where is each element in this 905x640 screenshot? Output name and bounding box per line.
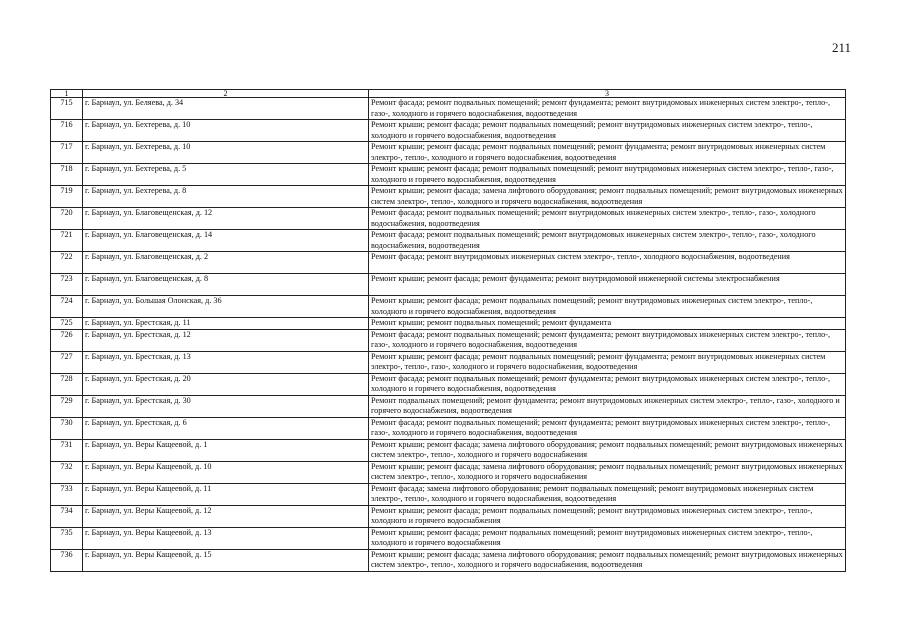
row-number: 724 xyxy=(51,296,83,318)
row-number: 716 xyxy=(51,120,83,142)
row-address: г. Барнаул, ул. Благовещенская, д. 2 xyxy=(83,252,369,274)
table-row xyxy=(51,439,846,461)
row-works: Ремонт крыши; ремонт фасада; замена лифтового оборудования; ремонт подвальных помещений; ремонт внутридомовых инженерных систем электро-, тепло-, холодного и горячего водоснабжения xyxy=(369,439,846,461)
row-number: 717 xyxy=(51,142,83,164)
row-works: Ремонт крыши; ремонт фасада; замена лифтового оборудования; ремонт подвальных помещений; ремонт внутридомовых инженерных систем электро-, тепло-, холодного и горячего водоснабжения xyxy=(369,461,846,483)
row-works: Ремонт крыши; ремонт фасада; ремонт фундамента; ремонт внутридомовой инженерной системы электроснабжения xyxy=(369,274,846,296)
row-number: 720 xyxy=(51,208,83,230)
row-number: 733 xyxy=(51,483,83,505)
table-row xyxy=(51,230,846,252)
table-row xyxy=(51,120,846,142)
header-col-1: 1 xyxy=(51,90,83,98)
row-address: г. Барнаул, ул. Веры Кащеевой, д. 13 xyxy=(83,527,369,549)
row-number: 725 xyxy=(51,318,83,330)
row-address: г. Барнаул, ул. Бехтерева, д. 8 xyxy=(83,186,369,208)
row-number: 726 xyxy=(51,329,83,351)
row-works: Ремонт крыши; ремонт подвальных помещений; ремонт фундамента xyxy=(369,318,846,330)
row-number: 731 xyxy=(51,439,83,461)
table-row xyxy=(51,318,846,330)
row-works: Ремонт крыши; ремонт фасада; замена лифтового оборудования; ремонт подвальных помещений; ремонт внутридомовых инженерных систем электро-, тепло-, холодного и горячего водоснабжения, водоотведения xyxy=(369,186,846,208)
row-works: Ремонт фасада; ремонт внутридомовых инженерных систем электро-, тепло-, холодного водоснабжения, водоотведения xyxy=(369,252,846,274)
row-address: г. Барнаул, ул. Благовещенская, д. 12 xyxy=(83,208,369,230)
row-number: 729 xyxy=(51,395,83,417)
table-row xyxy=(51,208,846,230)
row-number: 721 xyxy=(51,230,83,252)
row-works: Ремонт фасада; ремонт подвальных помещений; ремонт внутридомовых инженерных систем электро-, тепло-, газо-, холодного водоснабжения, водоотведения xyxy=(369,230,846,252)
row-address: г. Барнаул, ул. Большая Олонская, д. 36 xyxy=(83,296,369,318)
row-works: Ремонт крыши; ремонт фасада; ремонт подвальных помещений; ремонт внутридомовых инженерных систем электро-, тепло-, холодного и горячего водоснабжения xyxy=(369,505,846,527)
table-row xyxy=(51,98,846,120)
table-row xyxy=(51,549,846,571)
row-address: г. Барнаул, ул. Брестская, д. 20 xyxy=(83,373,369,395)
table-row xyxy=(51,274,846,296)
row-address: г. Барнаул, ул. Брестская, д. 6 xyxy=(83,417,369,439)
row-works: Ремонт крыши; ремонт фасада; ремонт подвальных помещений; ремонт внутридомовых инженерных систем электро-, тепло-, холодного и горячего водоснабжения, водоотведения xyxy=(369,120,846,142)
row-number: 734 xyxy=(51,505,83,527)
row-address: г. Барнаул, ул. Бехтерева, д. 5 xyxy=(83,164,369,186)
table-body xyxy=(51,98,846,572)
row-works: Ремонт фасада; ремонт подвальных помещений; ремонт фундамента; ремонт внутридомовых инженерных систем электро-, тепло-, газо-, холодного и горячего водоснабжения, водоотведения xyxy=(369,417,846,439)
row-works: Ремонт фасада; ремонт подвальных помещений; ремонт фундамента; ремонт внутридомовых инженерных систем электро-, тепло-, газо-, холодного и горячего водоснабжения, водоотведения xyxy=(369,329,846,351)
row-number: 722 xyxy=(51,252,83,274)
row-address: г. Барнаул, ул. Благовещенская, д. 8 xyxy=(83,274,369,296)
row-address: г. Барнаул, ул. Беляева, д. 34 xyxy=(83,98,369,120)
header-col-3: 3 xyxy=(369,90,846,98)
row-works: Ремонт крыши; ремонт фасада; замена лифтового оборудования; ремонт подвальных помещений; ремонт внутридомовых инженерных систем электро-, тепло-, холодного и горячего водоснабжения, водоотведения xyxy=(369,549,846,571)
row-number: 730 xyxy=(51,417,83,439)
row-works: Ремонт крыши; ремонт фасада; ремонт подвальных помещений; ремонт внутридомовых инженерных систем электро-, тепло-, газо-, холодного и горячего водоснабжения, водоотведения xyxy=(369,164,846,186)
row-works: Ремонт подвальных помещений; ремонт фундамента; ремонт внутридомовых инженерных систем электро-, тепло-, газо-, холодного и горячего водоснабжения, водоотведения xyxy=(369,395,846,417)
row-works: Ремонт крыши; ремонт фасада; ремонт подвальных помещений; ремонт фундамента; ремонт внутридомовых инженерных систем электро-, тепло-, холодного и горячего водоснабжения, водоотведения xyxy=(369,142,846,164)
row-number: 732 xyxy=(51,461,83,483)
table-row xyxy=(51,351,846,373)
row-address: г. Барнаул, ул. Веры Кащеевой, д. 15 xyxy=(83,549,369,571)
row-works: Ремонт фасада; замена лифтового оборудования; ремонт подвальных помещений; ремонт внутридомовых инженерных систем электро-, тепло-, холодного и горячего водоснабжения, водоотведения xyxy=(369,483,846,505)
row-number: 715 xyxy=(51,98,83,120)
row-works: Ремонт крыши; ремонт фасада; ремонт подвальных помещений; ремонт внутридомовых инженерных систем электро-, тепло-, холодного и горячего водоснабжения, водоотведения xyxy=(369,296,846,318)
row-number: 728 xyxy=(51,373,83,395)
row-works: Ремонт крыши; ремонт фасада; ремонт подвальных помещений; ремонт внутридомовых инженерных систем электро-, тепло-, холодного и горячего водоснабжения xyxy=(369,527,846,549)
page-number: 211 xyxy=(832,40,852,55)
table-row xyxy=(51,142,846,164)
row-works: Ремонт фасада; ремонт подвальных помещений; ремонт внутридомовых инженерных систем электро-, тепло-, газо-, холодного водоснабжения, водоотведения xyxy=(369,208,846,230)
table-header xyxy=(51,90,846,98)
header-row xyxy=(51,90,846,98)
row-address: г. Барнаул, ул. Брестская, д. 11 xyxy=(83,318,369,330)
registry-table xyxy=(50,89,846,572)
row-address: г. Барнаул, ул. Брестская, д. 12 xyxy=(83,329,369,351)
row-address: г. Барнаул, ул. Веры Кащеевой, д. 1 xyxy=(83,439,369,461)
row-address: г. Барнаул, ул. Веры Кащеевой, д. 12 xyxy=(83,505,369,527)
row-number: 718 xyxy=(51,164,83,186)
table-row xyxy=(51,505,846,527)
row-address: г. Барнаул, ул. Бехтерева, д. 10 xyxy=(83,120,369,142)
table-row xyxy=(51,417,846,439)
row-address: г. Барнаул, ул. Брестская, д. 30 xyxy=(83,395,369,417)
row-number: 723 xyxy=(51,274,83,296)
row-number: 719 xyxy=(51,186,83,208)
row-address: г. Барнаул, ул. Бехтерева, д. 10 xyxy=(83,142,369,164)
header-col-2: 2 xyxy=(83,90,369,98)
row-address: г. Барнаул, ул. Брестская, д. 13 xyxy=(83,351,369,373)
row-number: 735 xyxy=(51,527,83,549)
table-row xyxy=(51,527,846,549)
table-row xyxy=(51,461,846,483)
table-row xyxy=(51,252,846,274)
row-number: 736 xyxy=(51,549,83,571)
table-row xyxy=(51,186,846,208)
row-address: г. Барнаул, ул. Веры Кащеевой, д. 11 xyxy=(83,483,369,505)
table-row xyxy=(51,329,846,351)
row-works: Ремонт фасада; ремонт подвальных помещений; ремонт фундамента; ремонт внутридомовых инженерных систем электро-, тепло-, холодного и горячего водоснабжения, водоотведения xyxy=(369,373,846,395)
row-number: 727 xyxy=(51,351,83,373)
row-works: Ремонт фасада; ремонт подвальных помещений; ремонт фундамента; ремонт внутридомовых инженерных систем электро-, тепло-, газо-, холодного и горячего водоснабжения, водоотведения xyxy=(369,98,846,120)
table-row xyxy=(51,373,846,395)
row-address: г. Барнаул, ул. Веры Кащеевой, д. 10 xyxy=(83,461,369,483)
table-row xyxy=(51,395,846,417)
row-works: Ремонт крыши; ремонт фасада; ремонт подвальных помещений; ремонт фундамента; ремонт внутридомовых инженерных систем электро-, тепло-, газо-, холодного и горячего водоснабжения, водоотведения xyxy=(369,351,846,373)
table-row xyxy=(51,296,846,318)
table-row xyxy=(51,483,846,505)
row-address: г. Барнаул, ул. Благовещенская, д. 14 xyxy=(83,230,369,252)
table-row xyxy=(51,164,846,186)
